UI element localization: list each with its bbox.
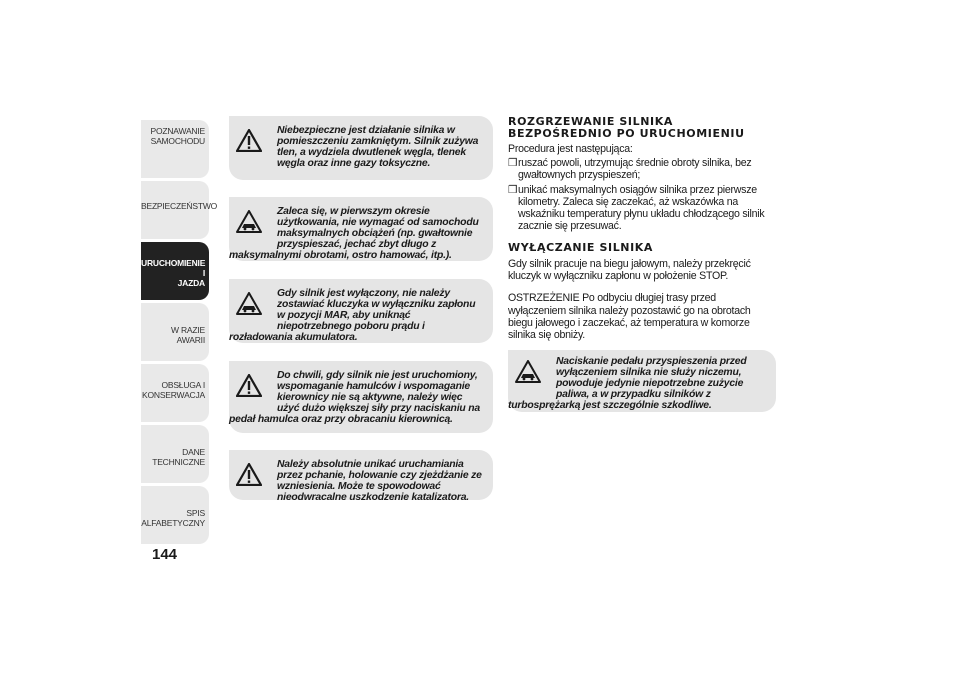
car-caution-icon	[508, 360, 548, 390]
warning-box	[508, 350, 776, 412]
warning-box	[229, 116, 493, 180]
tab-uruchomienie-i-jazda[interactable]	[141, 242, 209, 300]
warning-text: Niebezpieczne jest działanie silnika w pomieszczeniu zamkniętym. Silnik zużywa tlen, a wydziela dwutlenek węgla, tlenek węgla oraz inne gazy toksyczne.	[277, 125, 479, 169]
tab-label: SAMOCHODU	[150, 136, 205, 146]
right-column	[508, 116, 776, 341]
tab-label: KONSERWACJA	[142, 390, 205, 400]
warning-box	[229, 279, 493, 343]
warning-box	[229, 197, 493, 261]
warning-text: Należy absolutnie unikać uruchamiania przez pchanie, holowanie czy zjeżdżanie ze wzniesienia. Może te spowodować nieodwracalne uszkodzenie katalizatora.	[277, 459, 482, 503]
warning-text: Do chwili, gdy silnik nie jest uruchomiony, wspomaganie hamulców i wspomaganie kierownicy nie są aktywne, należy więc użyć dużo większej siły przy naciskaniu na pedał hamulca oraz przy obracaniu kierownicą.	[229, 370, 480, 425]
list-item	[508, 157, 776, 181]
tab-label: JAZDA	[177, 278, 205, 288]
tab-label: OBSŁUGA I	[161, 380, 205, 390]
tab-label: SPIS ALFABETYCZNY	[141, 508, 205, 528]
warning-text: Naciskanie pedału przyspieszenia przed wyłączeniem silnika nie służy niczemu, powoduje jedynie niepotrzebne zużycie paliwa, a w przypadku silników z turbosprężarką jest szczególnie szkodliwe.	[508, 356, 747, 411]
warning-triangle-icon	[229, 463, 269, 493]
section-heading: ROZGRZEWANIE SILNIKA BEZPOŚREDNIO PO URUCHOMIENIU	[508, 115, 745, 140]
warning-box	[229, 450, 493, 503]
tab-label: URUCHOMIENIE I	[141, 258, 206, 278]
tab-label: W RAZIE AWARII	[170, 325, 205, 345]
car-caution-icon	[229, 292, 269, 322]
warning-text: Zaleca się, w pierwszym okresie użytkowania, nie wymagać od samochodu maksymalnych obciążeń (np. gwałtownie przyspieszać, jechać zbyt długo z maksymalnymi obrotami, ostro hamować, itp.).	[229, 206, 479, 261]
bullet-mark: ❒	[508, 183, 518, 196]
warning-triangle-icon	[229, 129, 269, 159]
tab-dane-techniczne[interactable]	[141, 425, 209, 483]
tab-label: DANE TECHNICZNE	[152, 447, 205, 467]
list-item	[508, 184, 776, 233]
section-heading: WYŁĄCZANIE SILNIKA	[508, 241, 654, 255]
body-paragraph: OSTRZEŻENIE Po odbyciu długiej trasy przed wyłączeniem silnika należy pozostawić go na obrotach biegu jałowego i zaczekać, aż temperatura w komorze silnika się obniży.	[508, 292, 751, 341]
tab-bezpieczenstwo[interactable]	[141, 181, 218, 239]
page-number: 144	[152, 546, 178, 563]
tab-label: BEZPIECZEŃSTWO	[141, 201, 218, 211]
bullet-mark: ❒	[508, 157, 518, 170]
warning-text: Gdy silnik jest wyłączony, nie należy zostawiać kluczyka w wyłączniku zapłonu w pozycji MAR, aby uniknąć niepotrzebnego poboru prądu i rozładowania akumulatora.	[229, 288, 476, 343]
list-item-text: ruszać powoli, utrzymując średnie obroty silnika, bez gwałtownych przyspieszeń;	[518, 157, 752, 182]
warning-box	[229, 361, 493, 433]
body-paragraph: Gdy silnik pracuje na biegu jałowym, należy przekręcić kluczyk w wyłączniku zapłonu w położenie STOP.	[508, 257, 751, 283]
tab-poznawanie-samochodu[interactable]	[141, 120, 209, 178]
tab-obsluga-i-konserwacja[interactable]	[141, 364, 209, 422]
tab-spis-alfabetyczny[interactable]	[141, 486, 209, 544]
tab-label: POZNAWANIE	[150, 126, 205, 136]
list-item-text: unikać maksymalnych osiągów silnika przez pierwsze kilometry. Zaleca się zaczekać, aż wskazówka na wskaźniku temperatury płynu układu chłodzącego silnik zacznie się przesuwać.	[518, 183, 765, 233]
intro-text: Procedura jest następująca:	[508, 143, 633, 155]
tab-w-razie-awarii[interactable]	[141, 303, 209, 361]
car-caution-icon	[229, 210, 269, 240]
warning-triangle-icon	[229, 374, 269, 404]
